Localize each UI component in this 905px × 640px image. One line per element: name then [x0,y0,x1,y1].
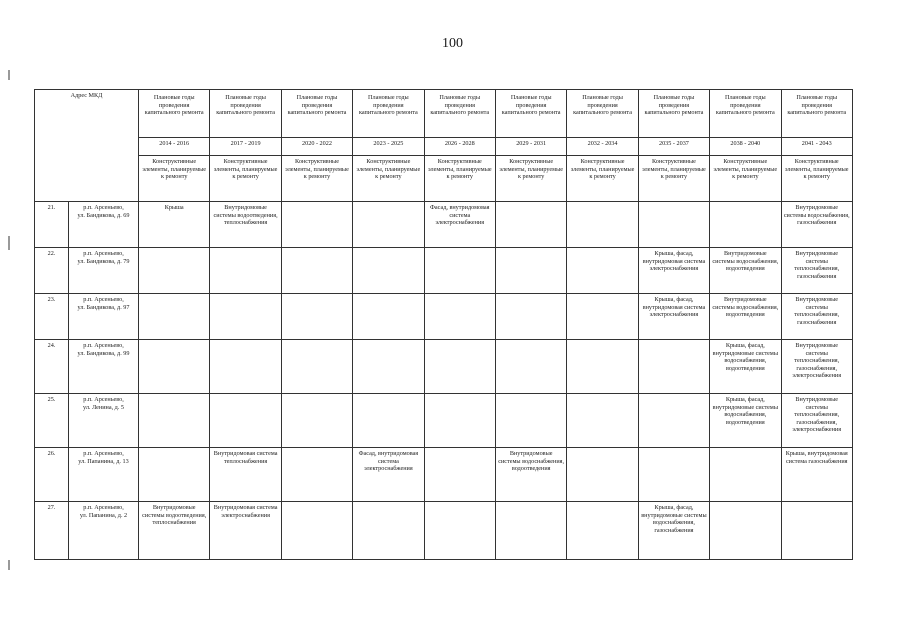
repair-elements-cell [495,502,566,560]
plan-years-header: Плановые годы проведения капитального ремонта [567,90,638,138]
repair-elements-cell [638,202,709,248]
table-row [35,248,853,294]
elements-header: Конструктивные элементы, планируемые к ремонту [495,156,566,202]
period-header: 2014 - 2016 [139,138,210,156]
address-line-street: ул. Бандикова, д. 69 [77,211,130,219]
elements-header: Конструктивные элементы, планируемые к ремонту [567,156,638,202]
period-header: 2029 - 2031 [495,138,566,156]
address-cell [69,502,139,560]
repair-elements-cell [567,502,638,560]
plan-years-header: Плановые годы проведения капитального ремонта [139,90,210,138]
header-row-periods [35,138,853,156]
address-line-settlement: р.п. Арсеньево, [83,450,124,457]
repair-elements-cell [495,294,566,340]
address-line-settlement: р.п. Арсеньево, [83,250,124,257]
repair-elements-cell [495,340,566,394]
repair-elements-cell [139,394,210,448]
address-line-settlement: р.п. Арсеньево, [83,296,124,303]
address-line-street: ул. Бандикова, д. 79 [77,257,130,265]
row-number: 21. [35,202,69,248]
repair-elements-cell [281,340,352,394]
repair-elements-cell: Фасад, внутридомовая система электроснабжения [353,448,424,502]
repair-elements-cell: Крыша [139,202,210,248]
repair-elements-cell [210,248,281,294]
address-cell [69,448,139,502]
repair-elements-cell [495,394,566,448]
plan-years-header: Плановые годы проведения капитального ремонта [495,90,566,138]
repair-elements-cell: Внутридомовые системы теплоснабжения, газоснабжения, электроснабжения [781,340,852,394]
binding-mark [8,70,10,80]
repair-elements-cell [139,448,210,502]
table-row [35,340,853,394]
repair-elements-cell [281,394,352,448]
repair-elements-cell: Внутридомовая система теплоснабжения [210,448,281,502]
capital-repair-table [34,89,853,560]
binding-mark [8,236,10,250]
repair-elements-cell: Крыша, внутридомовая система газоснабжения [781,448,852,502]
table-row [35,202,853,248]
repair-elements-cell: Крыша, фасад, внутридомовые системы водоснабжения, водоотведения [710,340,781,394]
address-line-settlement: р.п. Арсеньево, [83,204,124,211]
row-number: 22. [35,248,69,294]
address-line-street: ул. Бандикова, д. 99 [77,349,130,357]
repair-elements-cell [353,202,424,248]
repair-elements-cell [353,502,424,560]
elements-header: Конструктивные элементы, планируемые к ремонту [281,156,352,202]
repair-elements-cell: Внутридомовые системы теплоснабжения, газоснабжения, электроснабжения [781,394,852,448]
repair-elements-cell [353,394,424,448]
address-cell [69,202,139,248]
repair-elements-cell [353,248,424,294]
period-header: 2023 - 2025 [353,138,424,156]
address-cell [69,248,139,294]
repair-elements-cell: Внутридомовые системы водоснабжения, газоснабжения [781,202,852,248]
period-header: 2017 - 2019 [210,138,281,156]
binding-mark [8,560,10,570]
elements-header: Конструктивные элементы, планируемые к ремонту [781,156,852,202]
repair-elements-cell [281,294,352,340]
elements-header: Конструктивные элементы, планируемые к ремонту [139,156,210,202]
repair-elements-cell [281,202,352,248]
repair-elements-cell: Внутридомовые системы водоснабжения, водоотведения [710,294,781,340]
plan-years-header: Плановые годы проведения капитального ремонта [710,90,781,138]
repair-elements-cell [139,248,210,294]
header-row-elements [35,156,853,202]
plan-years-header: Плановые годы проведения капитального ремонта [424,90,495,138]
repair-elements-cell: Внутридомовая система электроснабжения [210,502,281,560]
period-header: 2038 - 2040 [710,138,781,156]
repair-elements-cell [353,294,424,340]
repair-elements-cell [567,294,638,340]
address-cell [69,394,139,448]
plan-years-header: Плановые годы проведения капитального ремонта [353,90,424,138]
repair-elements-cell [638,448,709,502]
repair-elements-cell [424,502,495,560]
repair-elements-cell [638,340,709,394]
repair-elements-cell [710,202,781,248]
repair-elements-cell [353,340,424,394]
elements-header: Конструктивные элементы, планируемые к ремонту [638,156,709,202]
plan-years-header: Плановые годы проведения капитального ремонта [781,90,852,138]
repair-elements-cell: Крыша, фасад, внутридомовая система электроснабжения [638,294,709,340]
address-line-street: ул. Ленина, д. 5 [83,403,125,411]
period-header: 2020 - 2022 [281,138,352,156]
repair-elements-cell [424,340,495,394]
elements-header: Конструктивные элементы, планируемые к ремонту [210,156,281,202]
repair-elements-cell [638,394,709,448]
repair-elements-cell [424,294,495,340]
address-cell [69,340,139,394]
address-cell [69,294,139,340]
elements-header: Конструктивные элементы, планируемые к ремонту [353,156,424,202]
address-line-street: ул. Бандикова, д. 97 [77,303,130,311]
repair-elements-cell: Внутридомовые системы водоснабжения, водоотведения [495,448,566,502]
repair-elements-cell [281,248,352,294]
repair-elements-cell [567,202,638,248]
period-header: 2032 - 2034 [567,138,638,156]
repair-elements-cell [210,394,281,448]
elements-header: Конструктивные элементы, планируемые к ремонту [710,156,781,202]
plan-years-header: Плановые годы проведения капитального ремонта [210,90,281,138]
table-row [35,394,853,448]
address-header: Адрес МКД [35,90,139,202]
row-number: 24. [35,340,69,394]
repair-elements-cell: Внутридомовые системы водоотведения, теплоснабжения [139,502,210,560]
address-line-street: ул. Папанина, д. 2 [79,511,128,519]
repair-elements-cell [210,340,281,394]
header-row-plan [35,90,853,138]
plan-years-header: Плановые годы проведения капитального ремонта [281,90,352,138]
repair-elements-cell [495,248,566,294]
address-line-street: ул. Папанина, д. 13 [78,457,129,465]
repair-elements-cell [424,394,495,448]
row-number: 23. [35,294,69,340]
repair-elements-cell: Фасад, внутридомовая система электроснабжения [424,202,495,248]
repair-elements-cell: Внутридомовые системы водоотведения, теплоснабжения [210,202,281,248]
repair-elements-cell: Крыша, фасад, внутридомовые системы водоснабжения, газоснабжения [638,502,709,560]
repair-elements-cell [567,448,638,502]
repair-elements-cell: Внутридомовые системы теплоснабжения, газоснабжения [781,294,852,340]
table-row [35,294,853,340]
plan-years-header: Плановые годы проведения капитального ремонта [638,90,709,138]
row-number: 26. [35,448,69,502]
repair-elements-cell [710,502,781,560]
repair-elements-cell [424,248,495,294]
repair-elements-cell [139,294,210,340]
page-number: 100 [442,36,463,51]
period-header: 2041 - 2043 [781,138,852,156]
repair-elements-cell: Крыша, фасад, внутридомовая система электроснабжения [638,248,709,294]
repair-elements-cell [567,340,638,394]
repair-elements-cell: Внутридомовые системы водоснабжения, водоотведения [710,248,781,294]
repair-elements-cell [710,448,781,502]
repair-elements-cell [281,448,352,502]
repair-elements-cell [495,202,566,248]
period-header: 2026 - 2028 [424,138,495,156]
row-number: 25. [35,394,69,448]
repair-elements-cell: Внутридомовые системы теплоснабжения, газоснабжения [781,248,852,294]
elements-header: Конструктивные элементы, планируемые к ремонту [424,156,495,202]
repair-elements-cell [567,248,638,294]
repair-elements-cell [781,502,852,560]
address-line-settlement: р.п. Арсеньево, [83,396,124,403]
repair-elements-cell: Крыша, фасад, внутридомовые системы водоснабжения, водоотведения [710,394,781,448]
address-line-settlement: р.п. Арсеньево, [83,342,124,349]
repair-elements-cell [567,394,638,448]
repair-elements-cell [210,294,281,340]
address-line-settlement: р.п. Арсеньево, [83,504,124,511]
table-row [35,502,853,560]
repair-elements-cell [281,502,352,560]
row-number: 27. [35,502,69,560]
repair-elements-cell [139,340,210,394]
table-row [35,448,853,502]
period-header: 2035 - 2037 [638,138,709,156]
repair-elements-cell [424,448,495,502]
